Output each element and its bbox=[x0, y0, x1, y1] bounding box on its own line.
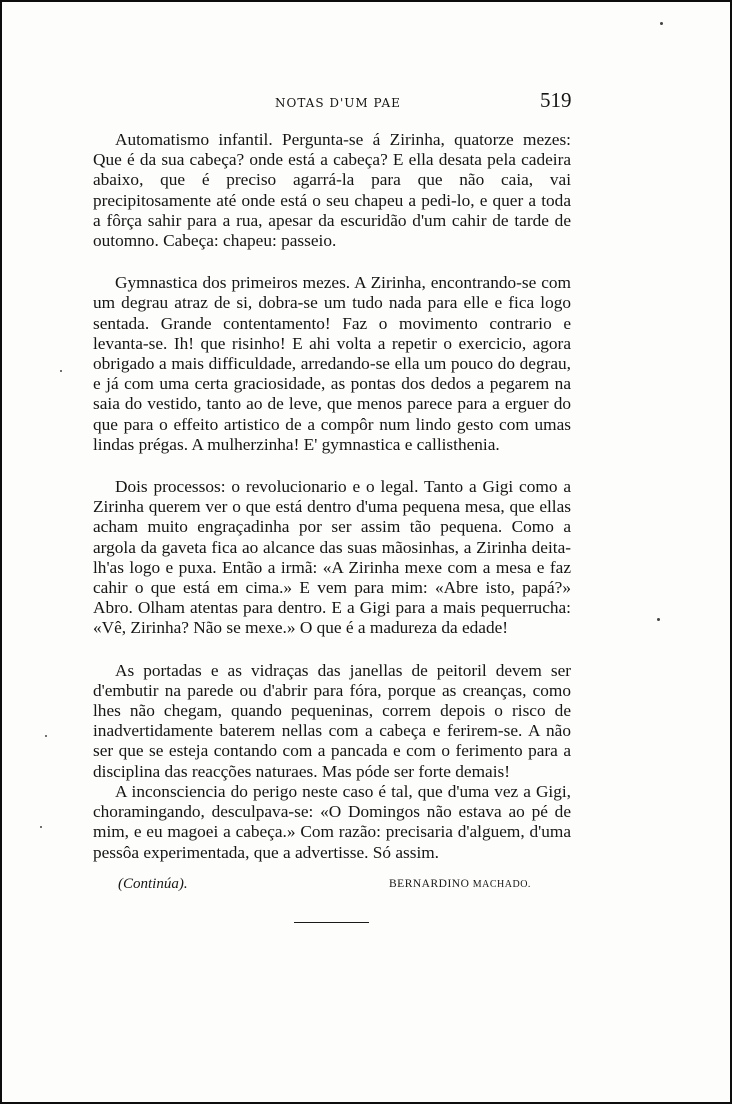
paragraph-automatismo: Automatismo infantil. Pergunta-se á Zirinha, quatorze mezes: Que é da sua cabeça? onde está a cabeça? E ella desata pela cadeira abaixo, que é preciso agarrá-la para que não caia, vai precipitosamente até onde está o seu chapeu a pedi-lo, e quer a toda a fôrça sahir para a rua, apesar da escuridão d'um cahir de tarde de outomno. Cabeça: chapeu: passeio. bbox=[93, 130, 571, 251]
scan-speck bbox=[60, 370, 62, 372]
author-signature bbox=[389, 878, 531, 890]
running-head-title: NOTAS D'UM PAE bbox=[275, 96, 401, 110]
scan-speck bbox=[45, 735, 47, 737]
scan-speck bbox=[657, 618, 660, 621]
signoff bbox=[0, 876, 732, 898]
paragraph-inconsciencia: A inconsciencia do perigo neste caso é tal, que d'uma vez a Gigi, choramingando, desculpava-se: «O Domingos não estava ao pé de mim, e eu magoei a cabeça.» Com razão: precisaria d'alguem, d'uma pessôa experimentada, que a advertisse. Só assim. bbox=[93, 781, 571, 862]
paragraph-dois-processos: Dois processos: o revolucionario e o legal. Tanto a Gigi como a Zirinha querem ver o que está dentro d'uma pequena mesa, que ellas acham muito engraçadinha por ser assim tão pequena. Como a argola da gaveta fica ao alcance das suas mãosinhas, a Zirinha deita-lh'as logo e puxa. Então a irmã: «A Zirinha mexe com a mesa e faz cahir o que está em cima.» E vem para mim: «Abre isto, papá?» Abro. Olham atentas para dentro. E a Gigi para a mais pequerrucha: «Vê, Zirinha? Não se mexe.» O que é a madureza da edade! bbox=[93, 477, 571, 638]
end-rule bbox=[294, 922, 369, 923]
paragraph-portadas: As portadas e as vidraças das janellas de peitoril devem ser d'embutir na parede ou d'abrir para fóra, porque as creanças, como lhes não chegam, quando pequeninas, correm depois o risco de inadvertidamente baterem nellas com a cabeça e ferirem-se. A não ser que se esteja contando com a pancada e com o ferimento para a disciplina das reacções naturaes. Mas póde ser forte demais! bbox=[93, 660, 571, 781]
author-first-name: BERNARDINO bbox=[389, 878, 470, 890]
continua-note: (Continúa). bbox=[118, 876, 188, 892]
paragraph-gymnastica: Gymnastica dos primeiros mezes. A Zirinha, encontrando-se com um degrau atraz de si, dobra-se um tudo nada para elle e fica logo sentada. Grande contentamento! Faz o movimento contrario e levanta-se. Ih! que risinho! E ahi volta a repetir o exercicio, agora obrigado a mais difficuldade, arredando-se ella um pouco do degrau, e já com uma certa graciosidade, as pontas dos dedos a pegarem na saia do vestido, tanto ao de leve, que menos parece para a erguer do que para o effeito artistico de a compôr num lindo gesto com umas lindas prégas. A mulherzinha! E' gymnastica e callisthenia. bbox=[93, 273, 571, 454]
scan-speck bbox=[40, 826, 42, 828]
author-last-name: MACHADO. bbox=[472, 879, 531, 890]
scan-speck bbox=[660, 22, 663, 25]
running-head bbox=[0, 84, 732, 120]
page-number: 519 bbox=[540, 88, 572, 112]
body-text bbox=[93, 130, 571, 863]
